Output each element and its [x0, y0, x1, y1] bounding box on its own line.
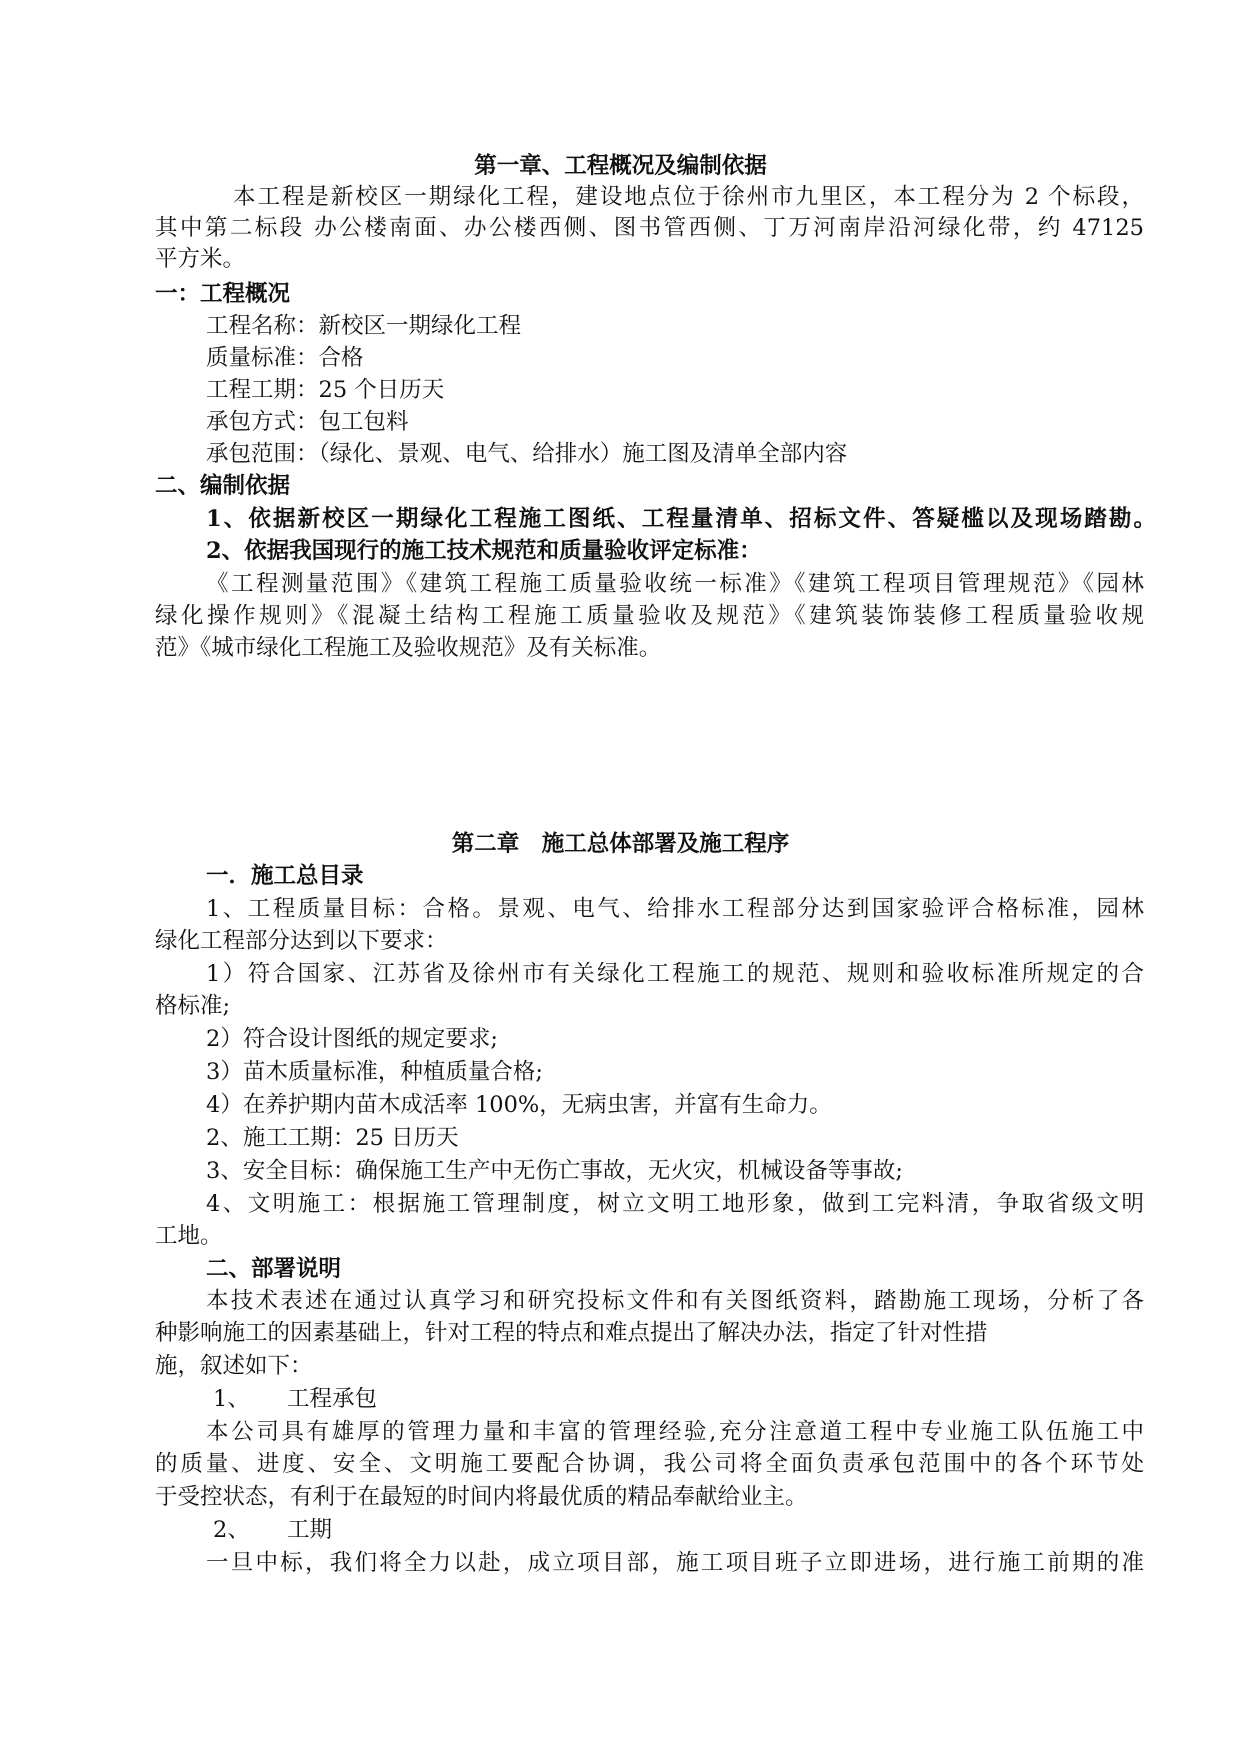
- section-heading-overview: 一：工程概况: [155, 281, 291, 307]
- overview-item: 承包方式：包工包料: [206, 409, 409, 435]
- goals-line: 工地。: [155, 1223, 223, 1249]
- subsection-title: 工程承包: [287, 1386, 378, 1412]
- standards-line: 绿化操作规则》《混凝土结构工程施工质量验收及规范》《建筑装饰装修工程质量验收规: [155, 603, 1144, 629]
- chapter1-intro-line: 平方米。: [155, 246, 246, 272]
- chapter1-title: 第一章、工程概况及编制依据: [474, 153, 767, 179]
- basis-item: 2、依据我国现行的施工技术规范和质量验收评定标准：: [206, 538, 762, 564]
- goals-line: 1、工程质量目标：合格。景观、电气、给排水工程部分达到国家验评合格标准，园林: [206, 896, 1144, 922]
- deployment-line: 本技术表述在通过认真学习和研究投标文件和有关图纸资料，踏勘施工现场，分析了各: [206, 1288, 1144, 1314]
- goals-line: 2）符合设计图纸的规定要求;: [206, 1026, 498, 1052]
- chapter2-title: 第二章 施工总体部署及施工程序: [451, 831, 790, 857]
- chapter1-intro-line: 本工程是新校区一期绿化工程，建设地点位于徐州市九里区，本工程分为 2 个标段，: [233, 184, 1144, 210]
- deployment-line: 施，叙述如下：: [155, 1353, 313, 1379]
- goals-line: 3、安全目标：确保施工生产中无伤亡事故，无火灾，机械设备等事故;: [206, 1158, 903, 1184]
- goals-line: 1）符合国家、江苏省及徐州市有关绿化工程施工的规范、规则和验收标准所规定的合: [206, 961, 1144, 987]
- goals-line: 2、施工工期：25 日历天: [206, 1125, 459, 1151]
- standards-line: 范》《城市绿化工程施工及验收规范》及有关标准。: [155, 635, 662, 661]
- goals-line: 格标准;: [155, 993, 231, 1019]
- chapter1-intro-line: 其中第二标段 办公楼南面、办公楼西侧、图书管西侧、丁万河南岸沿河绿化带，约 47125: [155, 215, 1144, 241]
- subsection-line: 本公司具有雄厚的管理力量和丰富的管理经验,充分注意道工程中专业施工队伍施工中: [206, 1419, 1144, 1445]
- goals-line: 4）在养护期内苗木成活率 100%，无病虫害，并富有生命力。: [206, 1092, 832, 1118]
- subsection-title: 工期: [287, 1517, 333, 1543]
- subsection-line: 一旦中标，我们将全力以赴，成立项目部，施工项目班子立即进场，进行施工前期的准: [206, 1550, 1144, 1576]
- subsection-number: 1、: [213, 1386, 250, 1412]
- section-heading-basis: 二、编制依据: [155, 473, 291, 499]
- section-heading-deployment: 二、部署说明: [206, 1256, 342, 1282]
- subsection-number: 2、: [213, 1517, 250, 1543]
- overview-item: 承包范围：（绿化、景观、电气、给排水）施工图及清单全部内容: [206, 441, 848, 467]
- basis-item: 1、依据新校区一期绿化工程施工图纸、工程量清单、招标文件、答疑槛以及现场踏勘。: [206, 506, 1156, 532]
- overview-item: 工程工期：25 个日历天: [206, 377, 445, 403]
- goals-line: 3）苗木质量标准，种植质量合格;: [206, 1059, 543, 1085]
- overview-item: 工程名称：新校区一期绿化工程: [206, 313, 522, 339]
- goals-line: 绿化工程部分达到以下要求：: [155, 928, 448, 954]
- subsection-line: 于受控状态，有利于在最短的时间内将最优质的精品奉献给业主。: [155, 1484, 808, 1510]
- subsection-line: 的质量、进度、安全、文明施工要配合协调，我公司将全面负责承包范围中的各个环节处: [155, 1451, 1144, 1477]
- goals-line: 4、文明施工：根据施工管理制度，树立文明工地形象，做到工完料清，争取省级文明: [206, 1191, 1144, 1217]
- section-heading-goals: 一．施工总目录: [206, 863, 364, 889]
- overview-item: 质量标准：合格: [206, 345, 364, 371]
- standards-line: 《工程测量范围》《建筑工程施工质量验收统一标准》《建筑工程项目管理规范》《园林: [206, 571, 1144, 597]
- deployment-line: 种影响施工的因素基础上，针对工程的特点和难点提出了解决办法，指定了针对性措: [155, 1320, 988, 1346]
